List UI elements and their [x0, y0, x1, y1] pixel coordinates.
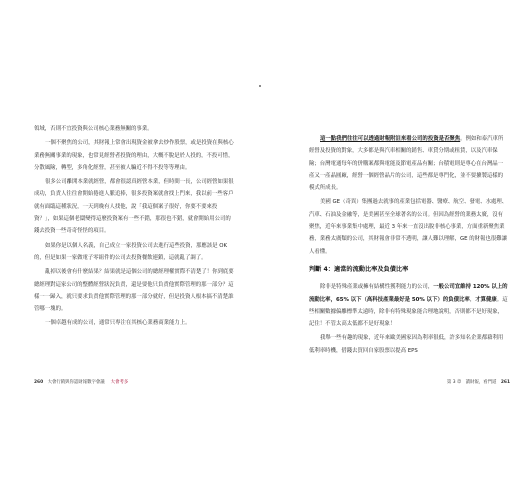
- body-paragraph: 如果你是以個人名義，自己成立一家投資公司去進行這些投資，那應該是 OK 的，但是如果一家做電子零組件的公司去投資餐飲連鎖，這就亂了調了。: [34, 242, 227, 261]
- body-paragraph: [309, 133, 508, 194]
- body-paragraph: [309, 281, 508, 330]
- right-page: [260, 0, 520, 500]
- emphasis-text: 這一點我們往往可以透過財報附註來看公司的投資是否聚焦: [320, 136, 461, 142]
- body-paragraph: 很多公司離開本業就經營，都會很認真經營本業，但時間一長，公司經營如果很成功，負責人往往會開始捲進人脈追捧，很多投資案就會找上門來，我以前一些客戶就有面臨這種狀況，一天到晚有人找他，說「我這個案子很好，你要不要來投資？」，如果這個老闆變得這麼投資案有一些不錯，那很也不錯，就會開始用公司的錢去投資一些奇奇怪怪的項目。: [34, 179, 234, 235]
- page-footer: [34, 379, 128, 385]
- footer-title: 大會行銷與你認財報數字會議: [47, 380, 105, 385]
- body-paragraph: 我舉一些有趣的現象，近年來歐美國家因為利率很低，許多知名企業都藉利用低利率時機，借錢去買回自家股票以提高 EPS: [309, 335, 504, 354]
- body-paragraph: 一個卓越有成的公司，通常只專注在其核心業務商業能力上。: [45, 320, 191, 327]
- right-page-body: [309, 133, 508, 357]
- body-paragraph: 一個不聚焦的公司，其財報上常會出現資金被拿去炒作股票，或是投資在與核心業務無關事業的現象，也常見經營者投資的理由，大概不脫是於人投的，不投可惜，分散風險，轉型，多角化經營，甚至被人騙近不得不投等等理由。: [34, 140, 234, 171]
- body-text: ，: [469, 296, 476, 303]
- body-text: 。這些相關數據偏離標準太遠時，除非有特殊現象能合理地說明，否則都不是好現象，記住！不管太高太低都不是好現象！: [309, 296, 508, 328]
- section-heading: 判斷 4：適當的流動比率及負債比率: [309, 265, 409, 273]
- page-number: 261: [500, 380, 510, 385]
- footer-accent: 大會考多: [110, 380, 129, 385]
- body-text: 。例如和泰汽車所經營及投資的對象，大多都是與汽車相關的銷售、車貸分期或租賃，以及汽車保險；台灣電通每年的併購案都與電能及節電產品有關；台積電則是專心在台灣晶一產又一產晶圓廠，經營一個經營晶片的公司，這些都是專門化，並不要擴製這樣的模式所成長。: [309, 136, 504, 192]
- body-paragraph: 亂掉以後會有什麼結果？結果就是這個公司的總經理權實際不清楚了！你到底要總經理對這家公司的整體經營狀況負責，還是要他只負責他實際管理的那一部分？這樣一一歸入，就只要求負責他實際管理的那一部分就好，但是投資人根本搞不清楚誰管哪一塊的。: [34, 269, 234, 313]
- page-footer: [447, 379, 510, 385]
- body-paragraph: 美國 GE（奇異）集團過去就事的產業包括電器、醫療、航空、發電、水處理、汽車、石油及金融等，是美國甚至全球著名的公司。但因為經營的業務太廣，沒有聚焦，近年來事業集中處理，最近 3 年來一直沒出脫非核心事業，方面重新聚焦業務，業務太廣類的公司，其財報會非常不透明，讓人難以理解，GE 的財報也很難讓人看懂。: [309, 199, 508, 255]
- body-paragraph: 領域，否則不宜投資與公司核心業務無關的事業。: [34, 126, 153, 132]
- body-text: 除非是特殊產業或擁有結構性獲利能力的公司，: [320, 284, 434, 291]
- emphasis-text: 一般公司宜維持 120% 以上的流動比率，65% 以下（高科技產業最好是 50% 以下）的負債比率: [309, 284, 508, 303]
- emphasis-text: 才算健康: [475, 296, 497, 303]
- left-page-body: [34, 123, 234, 330]
- footer-title: 第 3 章 讀財報，看門道: [446, 380, 497, 385]
- page-number: 260: [34, 380, 44, 385]
